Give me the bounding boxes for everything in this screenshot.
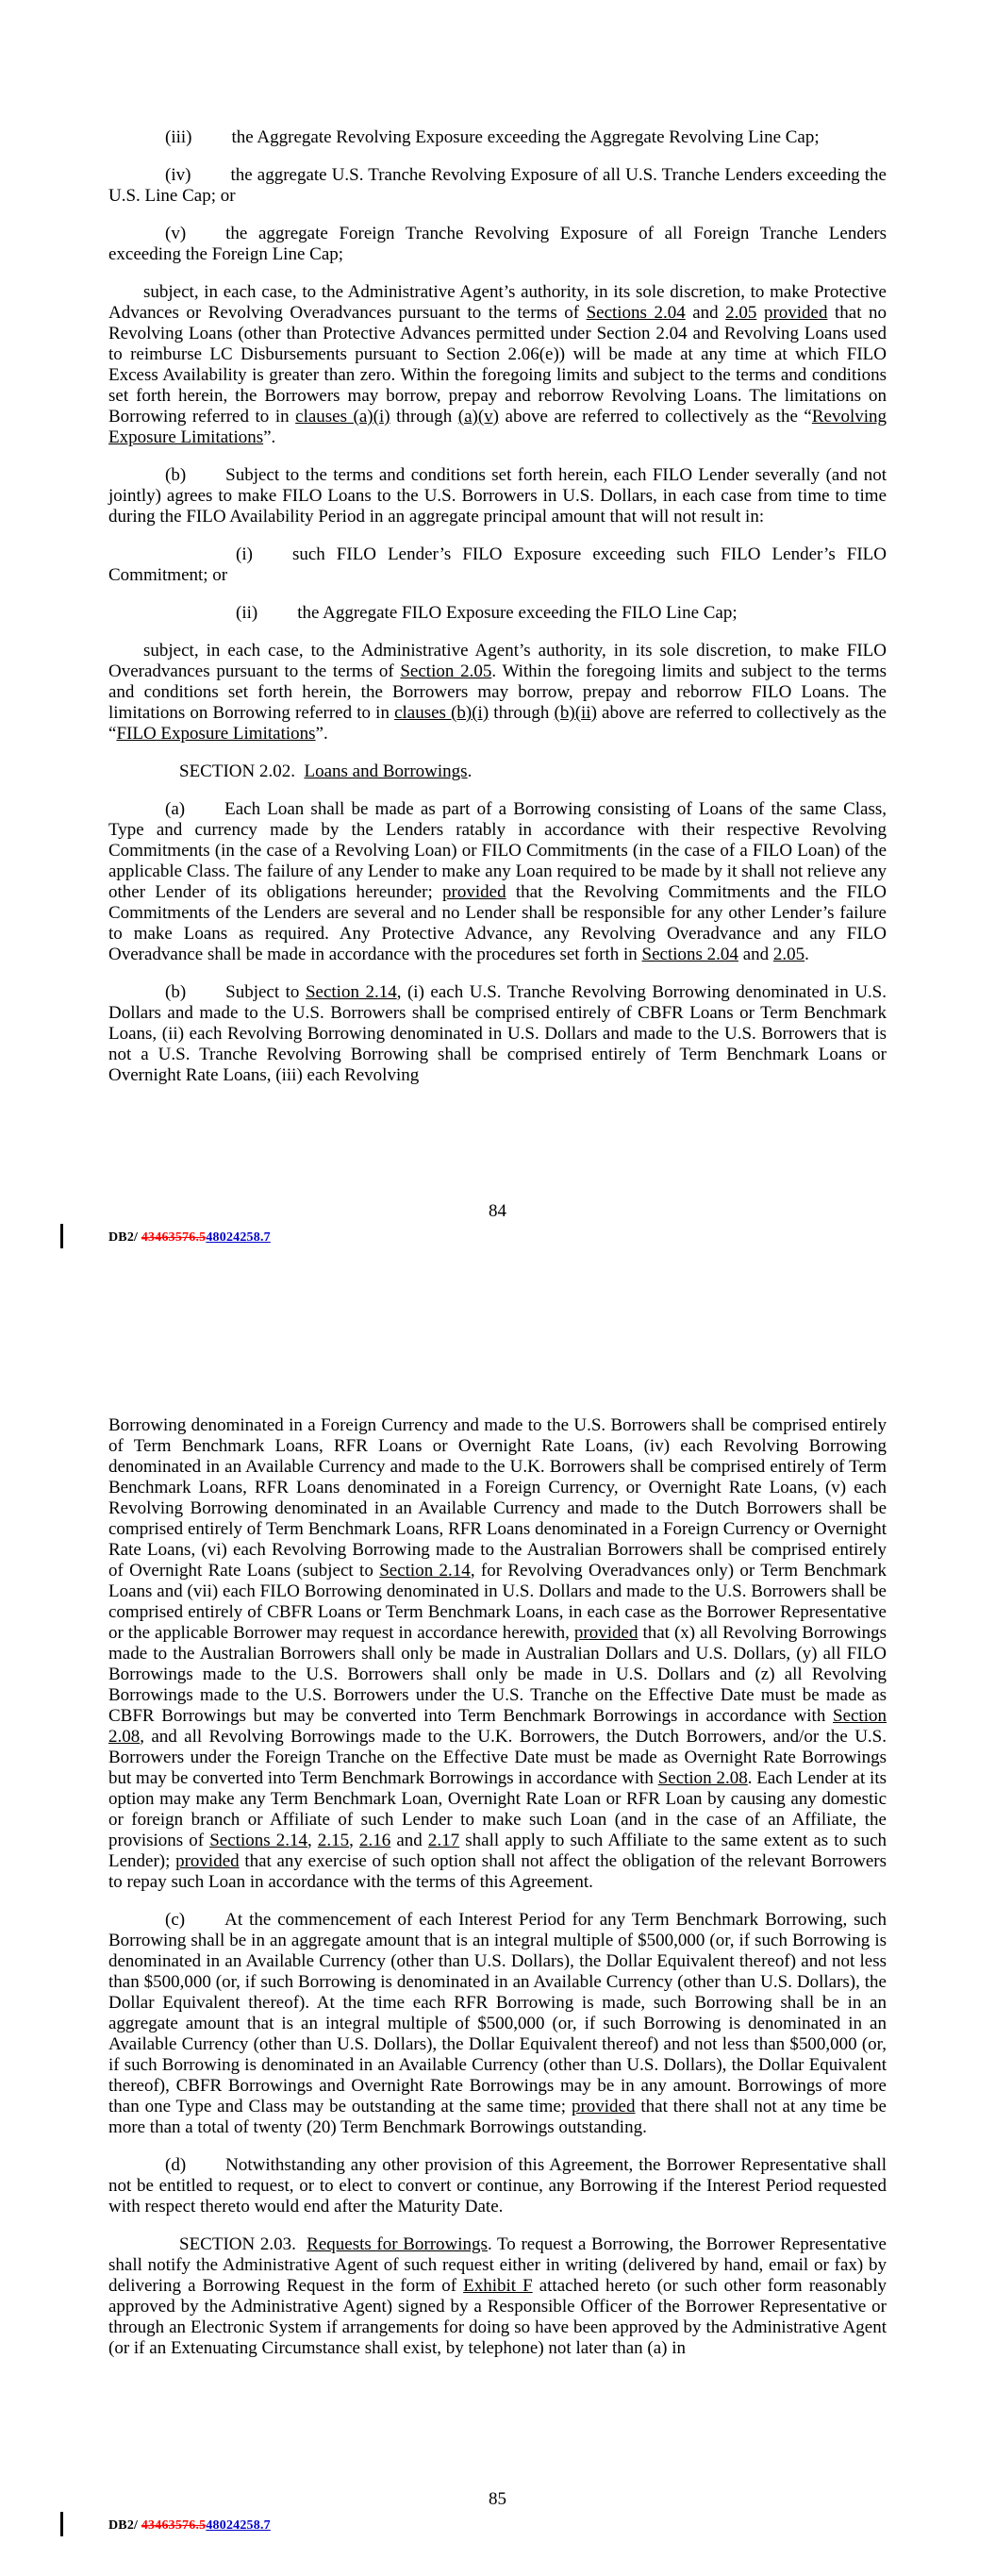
para-v-foreign-tranche: (v) the aggregate Foreign Tranche Revolving Exposure of all Foreign Tranche Lenders exceeding the Foreign Line Cap; [108, 224, 887, 264]
heading-section-2-02: SECTION 2.02. Loans and Borrowings. [179, 761, 473, 781]
change-bar-icon [60, 2512, 63, 2536]
para-c-interest-period: (c) At the commencement of each Interest Period for any Term Benchmark Borrowing, such Borrowing shall be in an aggregate amount that is an integral multiple of $500,000 (or, if such Borrowing is denominated in an Available Currency (other than U.S. Dollars), the Dollar Equivalent thereof) and not less than $500,000 (or, if such Borrowing is denominated in an Available Currency (other than U.S. Dollars), the Dollar Equivalent thereof). At the time each RFR Borrowing is made, such Borrowing shall be in an aggregate amount that is an integral multiple of $500,000 (or, if such Borrowing is denominated in an Available Currency (other than U.S. Dollars), the Dollar Equivalent thereof) and not less than $500,000 (or, if such Borrowing is denominated in an Available Currency (other than U.S. Dollars), the Dollar Equivalent thereof), CBFR Borrowings and Overnight Rate Borrowings may be in any amount. Borrowings of more than one Type and Class may be outstanding at the same time; provided that there shall not at any time be more than a total of twenty (20) Term Benchmark Borrowings outstanding. [108, 1910, 887, 2137]
page-85-content [108, 1415, 887, 2359]
doc-id-deleted: 43463576.5 [141, 2518, 207, 2533]
para-b-subject-section-214: (b) Subject to Section 2.14, (i) each U.S. Tranche Revolving Borrowing denominated in U.S. Dollars and made to the U.S. Borrowers shall be comprised entirely of CBFR Loans or Term Benchmark Loans, (ii) each Revolving Borrowing denominated in U.S. Dollars and made to the U.S. Borrowers that is not a U.S. Tranche Revolving Borrowing shall be comprised entirely of Term Benchmark Loans or Overnight Rate Loans, (iii) each Revolving [108, 982, 887, 1085]
para-b-filo-lender: (b) Subject to the terms and conditions set forth herein, each FILO Lender severally (and not jointly) agrees to make FILO Loans to the U.S. Borrowers in U.S. Dollars, in each case from time to time during the FILO Availability Period in an aggregate principal amount that will not result in: [108, 465, 887, 527]
para-subject-filo-limits: subject, in each case, to the Administrative Agent’s authority, in its sole discretion, to make FILO Overadvances pursuant to the terms of Section 2.05. Within the foregoing limits and subject to the terms and conditions set forth herein, the Borrowers may borrow, prepay and reborrow FILO Loans. The limitations on Borrowing referred to in clauses (b)(i) through (b)(ii) above are referred to collectively as the “FILO Exposure Limitations”. [108, 641, 887, 744]
doc-id-deleted: 43463576.5 [141, 1230, 207, 1245]
page-84-content [108, 127, 887, 1086]
para-borrowing-continuation: Borrowing denominated in a Foreign Currency and made to the U.S. Borrowers shall be comprised entirely of Term Benchmark Loans, RFR Loans or Overnight Rate Loans, (iv) each Revolving Borrowing denominated in an Available Currency and made to the U.K. Borrowers shall be comprised entirely of Term Benchmark Loans, RFR Loans denominated in a Foreign Currency, or Overnight Rate Loans, (v) each Revolving Borrowing denominated in an Available Currency and made to the Dutch Borrowers shall be comprised entirely of Term Benchmark Loans, RFR Loans denominated in a Foreign Currency or Overnight Rate Loans, (vi) each Revolving Borrowing made to the Australian Borrowers shall be comprised entirely of Overnight Rate Loans (subject to Section 2.14, for Revolving Overadvances only) or Term Benchmark Loans and (vii) each FILO Borrowing denominated in U.S. Dollars and made to the U.S. Borrowers shall be comprised entirely of CBFR Loans or Term Benchmark Loans, in each case as the Borrower Representative or the applicable Borrower may request in accordance herewith, provided that (x) all Revolving Borrowings made to the Australian Borrowers shall only be made in Australian Dollars and U.S. Dollars, (y) all FILO Borrowings made to the U.S. Borrowers shall only be made in U.S. Dollars and (z) all Revolving Borrowings made to the U.S. Borrowers under the U.S. Tranche on the Effective Date must be made as CBFR Borrowings but may be converted into Term Benchmark Borrowings in accordance with Section 2.08, and all Revolving Borrowings made to the U.K. Borrowers, the Dutch Borrowers, and/or the U.S. Borrowers under the Foreign Tranche on the Effective Date must be made as Overnight Rate Borrowings but may be converted into Term Benchmark Borrowings in accordance with Section 2.08. Each Lender at its option may make any Term Benchmark Loan, Overnight Rate Loan or RFR Loan by causing any domestic or foreign branch or Affiliate of such Lender to make such Loan (and in the case of an Affiliate, the provisions of Sections 2.14, 2.15, 2.16 and 2.17 shall apply to such Affiliate to the same extent as to such Lender); provided that any exercise of such option shall not affect the obligation of the relevant Borrowers to repay such Loan in accordance with the terms of this Agreement. [108, 1415, 887, 1892]
change-bar-icon [60, 1224, 63, 1248]
doc-id-prefix: DB2/ [108, 2518, 141, 2533]
page-85 [0, 1288, 995, 2576]
page-number: 84 [489, 1201, 506, 1221]
page-number: 85 [489, 2489, 506, 2509]
doc-id-inserted: 48024258.7 [206, 1230, 271, 1245]
para-subject-revolving-limits: subject, in each case, to the Administrative Agent’s authority, in its sole discretion, to make Protective Advances or Revolving Overadvances pursuant to the terms of Sections 2.04 and 2.05 provided that no Revolving Loans (other than Protective Advances permitted under Section 2.04 and Revolving Loans used to reimburse LC Disbursements pursuant to Section 2.06(e)) will be made at any time at which FILO Excess Availability is greater than zero. Within the foregoing limits and subject to the terms and conditions set forth herein, the Borrowers may borrow, prepay and reborrow Revolving Loans. The limitations on Borrowing referred to in clauses (a)(i) through (a)(v) above are referred to collectively as the “Revolving Exposure Limitations”. [108, 282, 887, 447]
para-iii-aggregate-revolving: (iii) the Aggregate Revolving Exposure exceeding the Aggregate Revolving Line Cap; [165, 127, 820, 147]
doc-id-prefix: DB2/ [108, 1230, 141, 1245]
para-ii-aggregate-filo: (ii) the Aggregate FILO Exposure exceeding the FILO Line Cap; [236, 603, 738, 623]
doc-id-footer [108, 2517, 271, 2534]
para-section-2-03-requests: SECTION 2.03. Requests for Borrowings. To request a Borrowing, the Borrower Representative shall notify the Administrative Agent of such request either in writing (delivered by hand, email or fax) by delivering a Borrowing Request in the form of Exhibit F attached hereto (or such other form reasonably approved by the Administrative Agent) signed by a Responsible Officer of the Borrower Representative or through an Electronic System if arrangements for doing so have been approved by the Administrative Agent (or if an Extenuating Circumstance shall exist, by telephone) not later than (a) in [108, 2234, 887, 2358]
para-a-each-loan: (a) Each Loan shall be made as part of a Borrowing consisting of Loans of the same Class, Type and currency made by the Lenders ratably in accordance with their respective Revolving Commitments (in the case of a Revolving Loan) or FILO Commitments (in the case of a FILO Loan) of the applicable Class. The failure of any Lender to make any Loan required to be made by it shall not relieve any other Lender of its obligations hereunder; provided that the Revolving Commitments and the FILO Commitments of the Lenders are several and no Lender shall be responsible for any other Lender’s failure to make Loans as required. Any Protective Advance, any Revolving Overadvance and any FILO Overadvance shall be made in accordance with the procedures set forth in Sections 2.04 and 2.05. [108, 799, 887, 964]
para-iv-us-tranche: (iv) the aggregate U.S. Tranche Revolving Exposure of all U.S. Tranche Lenders exceeding the U.S. Line Cap; or [108, 165, 887, 206]
para-i-filo-exposure: (i) such FILO Lender’s FILO Exposure exceeding such FILO Lender’s FILO Commitment; or [108, 544, 887, 585]
doc-id-inserted: 48024258.7 [206, 2518, 271, 2533]
para-d-notwithstanding: (d) Notwithstanding any other provision of this Agreement, the Borrower Representative shall not be entitled to request, or to elect to convert or continue, any Borrowing if the Interest Period requested with respect thereto would end after the Maturity Date. [108, 2155, 887, 2216]
doc-id-footer [108, 1229, 271, 1246]
